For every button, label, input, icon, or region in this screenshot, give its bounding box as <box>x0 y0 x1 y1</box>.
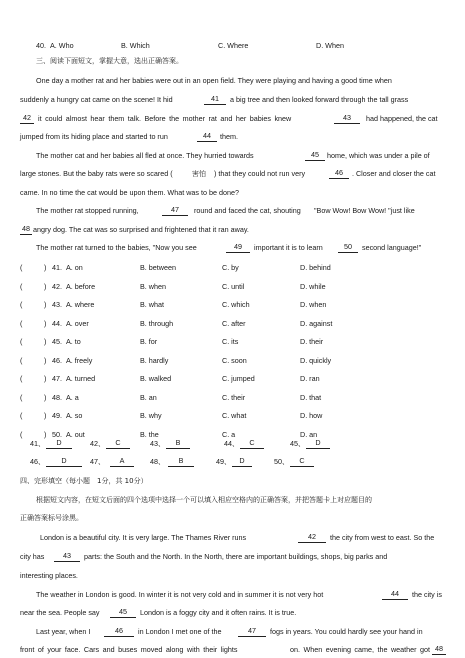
passage-text: London is a foggy city and it often rains. It is true. <box>140 608 297 617</box>
blank-49: 49 <box>226 242 250 253</box>
option-b: B. the <box>140 429 159 439</box>
blank-45: 45 <box>110 607 136 618</box>
answer-number: 44、 <box>224 439 240 448</box>
answer-paren: ( <box>20 392 23 402</box>
passage-text: near the sea. People say <box>20 608 100 617</box>
option-c: C. which <box>222 300 250 309</box>
option-number: 49. <box>52 411 62 420</box>
answer-value: B <box>166 438 190 449</box>
answer-number: 42、 <box>90 439 106 448</box>
question-40 <box>0 40 465 52</box>
option-b: B. walked <box>140 374 172 383</box>
option-row <box>0 410 465 422</box>
answer-paren: ) <box>44 411 47 420</box>
london-line-5 <box>0 607 465 619</box>
option-number: 47. <box>52 374 62 383</box>
story-text: The mother cat and her babies all fled at once. They hurried towards <box>36 151 254 160</box>
option-b: B. for <box>140 337 158 346</box>
instruction-text: 正确答案标号涂黑。 <box>20 514 83 522</box>
story-line-2 <box>0 94 465 106</box>
london-line-3 <box>0 570 465 582</box>
option-b: B. an <box>140 392 157 402</box>
story-text: . Closer and closer the cat <box>352 169 436 178</box>
answer-number: 45、 <box>290 439 306 448</box>
story-text: a big tree and then looked forward through the tall grass <box>230 95 409 104</box>
story-text: second language!" <box>362 243 422 252</box>
option-c: C. jumped <box>222 374 255 383</box>
option-d: D. against <box>300 318 333 328</box>
section-3-title <box>0 55 465 67</box>
option-d: D. quickly <box>300 355 332 365</box>
answer-number: 46、 <box>30 457 46 466</box>
london-line-4 <box>0 589 465 601</box>
answer-paren: ( <box>20 318 23 328</box>
london-line-1 <box>0 532 465 544</box>
blank-48: 48 <box>432 644 446 655</box>
london-line-6 <box>0 626 465 638</box>
passage-text: The weather in London is good. In winter it is not very cold and in summer it is not very hot <box>36 590 324 599</box>
answer-paren: ) <box>44 337 47 346</box>
option-row <box>0 299 465 311</box>
option-c: C. by <box>222 263 239 272</box>
answer-value: D <box>232 456 252 467</box>
option-a: A. before <box>66 281 96 291</box>
blank-47: 47 <box>162 205 188 216</box>
option-number: 42. <box>52 281 62 291</box>
answer-value: C <box>106 438 130 449</box>
option-c: C. after <box>222 318 246 328</box>
option-number: 50. <box>52 429 62 439</box>
story-text: One day a mother rat and her babies were out in an open field. They were playing and having a good time when <box>36 76 392 85</box>
section-3-title-text: 三、阅读下面短文，掌握大意，选出正确答案。 <box>36 57 183 65</box>
story-text: The mother rat stopped running, <box>36 206 139 215</box>
option-row <box>0 392 465 404</box>
story-text: important it is to learn <box>254 243 323 252</box>
section-4-instructions-1 <box>0 494 465 506</box>
section-4-instructions-2 <box>0 512 465 524</box>
answer-paren: ( <box>20 337 23 346</box>
option-row <box>0 373 465 385</box>
option-row <box>0 318 465 330</box>
q40-option-a: A. Who <box>50 41 74 50</box>
option-d: D. behind <box>300 263 331 272</box>
answer-value: D <box>46 438 72 449</box>
passage-text: London is a beautiful city. It is very large. The Thames River runs <box>40 533 247 542</box>
section-4-title-text: 四、完形填空（每小题 1分，共 10分） <box>20 477 148 485</box>
story-text: The mother rat turned to the babies, "Now you see <box>36 243 197 252</box>
story-line-9 <box>0 224 465 236</box>
option-b: B. what <box>140 300 164 309</box>
answer-paren: ( <box>20 411 23 420</box>
answer-number: 41、 <box>30 439 46 448</box>
passage-text: in London I met one of the <box>138 627 222 636</box>
answer-value: B <box>168 456 194 467</box>
answer-paren: ) <box>44 318 47 328</box>
option-number: 45. <box>52 337 62 346</box>
blank-44: 44 <box>197 131 217 142</box>
london-line-7 <box>0 644 465 656</box>
blank-41: 41 <box>204 94 226 105</box>
story-text: them. <box>220 132 238 141</box>
option-b: B. why <box>140 411 162 420</box>
option-a: A. turned <box>66 374 96 383</box>
blank-44: 44 <box>382 589 408 600</box>
story-text: came. In no time the cat would be upon them. What was to be done? <box>20 188 239 197</box>
blank-42: 42 <box>20 113 34 124</box>
story-text: jumped from its hiding place and started to run <box>20 132 168 141</box>
passage-text: parts: the South and the North. In the North, there are important buildings, shops, big parks and <box>84 552 388 561</box>
passage-text: city has <box>20 552 45 561</box>
q40-option-b: B. Which <box>121 41 150 50</box>
option-a: A. to <box>66 337 81 346</box>
answer-paren: ( <box>20 429 23 439</box>
passage-text: front of your face. Cars and buses moved along with their lights <box>20 645 238 654</box>
option-a: A. where <box>66 300 95 309</box>
answer-paren: ) <box>44 263 47 272</box>
option-c: C. until <box>222 281 245 291</box>
answer-paren: ) <box>44 374 47 383</box>
option-c: C. its <box>222 337 239 346</box>
option-c: C. a <box>222 429 236 439</box>
answer-number: 49、 <box>216 457 232 466</box>
option-b: B. through <box>140 318 174 328</box>
answer-paren: ) <box>44 429 47 439</box>
option-a: A. out <box>66 429 85 439</box>
instruction-text: 根据短文内容，在短文后面的四个选项中选择一个可以填入相应空格内的正确答案，并把答题卡上对应题目的 <box>36 496 372 504</box>
blank-46: 46 <box>104 626 134 637</box>
answer-paren: ) <box>44 355 47 365</box>
blank-50: 50 <box>338 242 358 253</box>
option-number: 48. <box>52 392 62 402</box>
option-number: 44. <box>52 318 62 328</box>
option-d: D. their <box>300 337 324 346</box>
answer-value: A <box>110 456 134 467</box>
story-line-1 <box>0 75 465 87</box>
answer-number: 43、 <box>150 439 166 448</box>
passage-text: on. When evening came, the weather got <box>290 645 431 654</box>
answer-number: 48、 <box>150 457 166 466</box>
section-4-title <box>0 475 465 487</box>
option-b: B. hardly <box>140 355 169 365</box>
blank-42: 42 <box>298 532 326 543</box>
option-d: D. when <box>300 300 327 309</box>
answer-paren: ( <box>20 281 23 291</box>
passage-text: Last year, when I <box>36 627 91 636</box>
story-text: angry dog. The cat was so surprised and frightened that it ran away. <box>33 225 249 234</box>
option-a: A. a <box>66 392 79 402</box>
answer-paren: ) <box>44 392 47 402</box>
blank-48: 48 <box>22 224 30 233</box>
option-number: 41. <box>52 263 62 272</box>
answer-paren: ) <box>44 300 47 309</box>
story-text: large stones. But the baby rats were so scared ( <box>20 169 173 178</box>
option-d: D. how <box>300 411 323 420</box>
option-c: C. what <box>222 411 247 420</box>
story-text: it could almost hear them talk. Before the mother rat and her babies knew <box>38 114 292 123</box>
option-row <box>0 336 465 348</box>
blank-47: 47 <box>238 626 266 637</box>
story-text: round and faced the cat, shouting <box>194 206 301 215</box>
story-line-10 <box>0 242 465 254</box>
q40-option-d: D. When <box>316 41 344 50</box>
answer-value: C <box>290 456 314 467</box>
answer-number: 50、 <box>274 457 290 466</box>
story-text: "Bow Wow! Bow Wow! "just like <box>314 206 415 215</box>
story-text: ) that they could not run very <box>214 169 306 178</box>
option-row <box>0 355 465 367</box>
option-a: A. freely <box>66 355 93 365</box>
q40-option-c: C. Where <box>218 41 249 50</box>
answer-paren: ) <box>44 281 47 291</box>
option-row <box>0 262 465 274</box>
blank-45: 45 <box>305 150 325 161</box>
option-c: C. their <box>222 392 246 402</box>
story-text: had happened, the cat <box>366 114 438 123</box>
london-line-2 <box>0 551 465 563</box>
blank-46: 46 <box>329 168 349 179</box>
story-line-4 <box>0 131 465 143</box>
option-row <box>0 281 465 293</box>
option-number: 43. <box>52 300 62 309</box>
option-a: A. so <box>66 411 83 420</box>
q40-number: 40. <box>36 41 46 50</box>
passage-text: interesting places. <box>20 571 78 580</box>
option-c: C. soon <box>222 355 247 365</box>
story-line-7 <box>0 187 465 199</box>
passage-text: the city from west to east. So the <box>330 533 435 542</box>
story-line-5 <box>0 150 465 162</box>
answer-value: C <box>240 438 264 449</box>
answer-row-2 <box>0 456 465 468</box>
story-line-3 <box>0 113 465 125</box>
option-d: D. while <box>300 281 326 291</box>
option-a: A. over <box>66 318 89 328</box>
blank-43: 43 <box>54 551 80 562</box>
passage-text: the city is <box>412 590 442 599</box>
answer-number: 47、 <box>90 457 106 466</box>
answer-paren: ( <box>20 263 23 272</box>
story-line-6 <box>0 168 465 180</box>
answer-paren: ( <box>20 374 23 383</box>
answer-value: D <box>306 438 330 449</box>
answer-paren: ( <box>20 355 23 365</box>
chinese-gloss: 害怕 <box>192 170 206 178</box>
option-b: B. between <box>140 263 176 272</box>
story-text: suddenly a hungry cat came on the scene! It hid <box>20 95 173 104</box>
option-d: D. an <box>300 429 318 439</box>
blank-43: 43 <box>334 113 360 124</box>
option-a: A. on <box>66 263 83 272</box>
story-text: home, which was under a pile of <box>327 151 430 160</box>
answer-row-1 <box>0 438 465 450</box>
answer-paren: ( <box>20 300 23 309</box>
option-d: D. ran <box>300 374 320 383</box>
option-d: D. that <box>300 392 322 402</box>
option-b: B. when <box>140 281 166 291</box>
passage-text: fogs in years. You could hardly see your hand in <box>270 627 423 636</box>
answer-value: D <box>46 456 82 467</box>
story-line-8 <box>0 205 465 217</box>
option-number: 46. <box>52 355 62 365</box>
